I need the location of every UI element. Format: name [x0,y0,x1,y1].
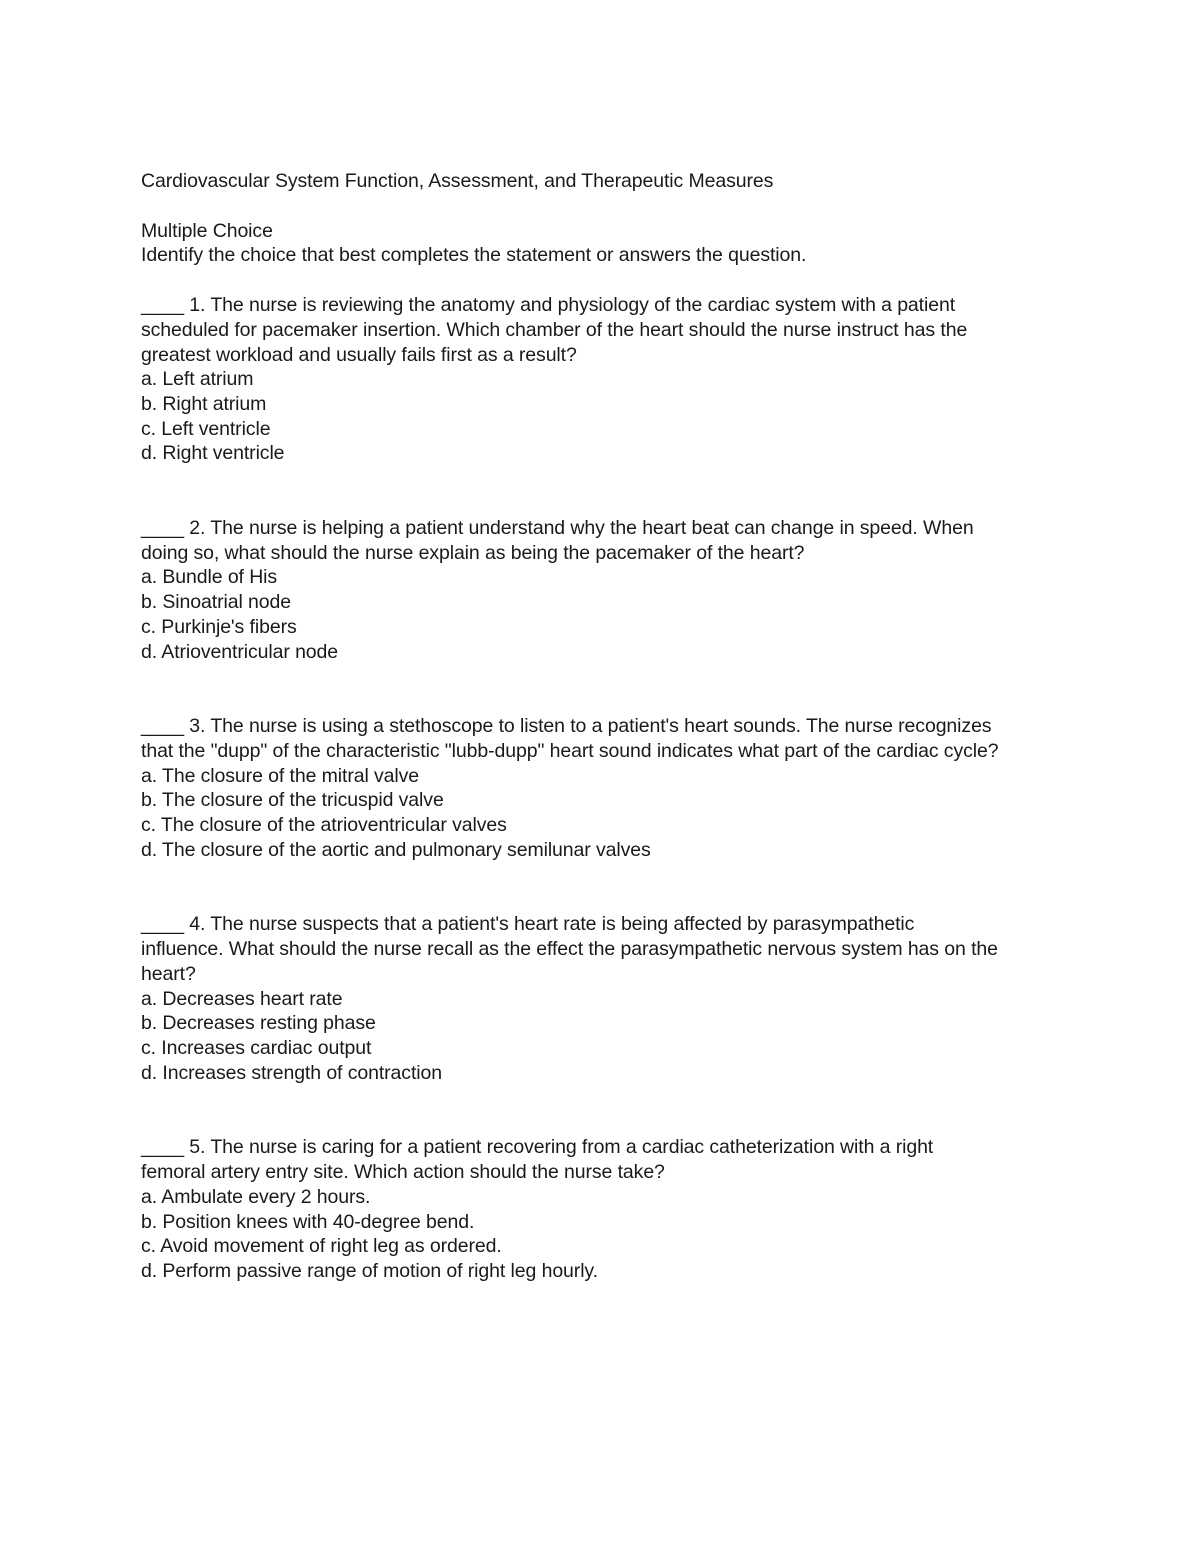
question-stem [141,912,1071,986]
question-stem-line: greatest workload and usually fails first as a result? [141,343,577,366]
instructions-text: Identify the choice that best completes the statement or answers the question. [141,244,807,267]
answer-choice-a: a. Decreases heart rate [141,987,343,1010]
question-stem-line: ____ 1. The nurse is reviewing the anatomy and physiology of the cardiac system with a patient [141,294,956,317]
question-stem-line: influence. What should the nurse recall as the effect the parasympathetic nervous system has on the [141,938,998,961]
answer-choice-c: c. Left ventricle [141,417,271,440]
question-stem-line: scheduled for pacemaker insertion. Which chamber of the heart should the nurse instruct has the [141,318,968,341]
answer-choice-a: a. Left atrium [141,368,254,391]
question-stem [141,1135,1071,1184]
answer-choice-c: c. The closure of the atrioventricular valves [141,814,507,837]
question-stem-line: heart? [141,962,196,985]
question-stem-line: doing so, what should the nurse explain as being the pacemaker of the heart? [141,541,805,564]
question-stem-line: that the "dupp" of the characteristic "lubb-dupp" heart sound indicates what part of the cardiac cycle? [141,739,999,762]
answer-choice-a: a. Ambulate every 2 hours. [141,1185,371,1208]
question-list [141,293,1071,1284]
answer-choices [141,987,1071,1086]
answer-choice-c: c. Avoid movement of right leg as ordered. [141,1235,502,1258]
answer-choice-b: b. Right atrium [141,392,267,415]
document-title: Cardiovascular System Function, Assessment, and Therapeutic Measures [141,170,774,192]
answer-choices [141,565,1071,664]
answer-choice-d: d. Right ventricle [141,442,285,465]
answer-choice-b: b. Sinoatrial node [141,591,291,614]
question-5 [141,1135,1071,1283]
answer-choice-a: a. The closure of the mitral valve [141,764,420,787]
question-stem-line: femoral artery entry site. Which action should the nurse take? [141,1161,665,1184]
answer-choice-c: c. Purkinje's fibers [141,615,297,638]
question-stem-line: ____ 5. The nurse is caring for a patient recovering from a cardiac catheterization with a right [141,1136,934,1159]
question-1 [141,293,1071,466]
answer-choices [141,1185,1071,1284]
question-4 [141,912,1071,1085]
answer-choice-a: a. Bundle of His [141,566,278,589]
answer-choice-b: b. Decreases resting phase [141,1012,376,1035]
answer-choice-d: d. Perform passive range of motion of right leg hourly. [141,1259,598,1282]
answer-choices [141,764,1071,863]
question-3 [141,714,1071,862]
document-content [141,169,1071,1284]
question-stem [141,714,1071,763]
answer-choice-d: d. Atrioventricular node [141,640,339,663]
question-stem-line: ____ 3. The nurse is using a stethoscope to listen to a patient's heart sounds. The nurse recognizes [141,715,992,738]
question-stem [141,516,1071,565]
question-stem [141,293,1071,367]
question-2 [141,516,1071,664]
answer-choice-d: d. The closure of the aortic and pulmonary semilunar valves [141,838,651,861]
answer-choice-d: d. Increases strength of contraction [141,1061,442,1084]
answer-choice-c: c. Increases cardiac output [141,1036,372,1059]
answer-choices [141,367,1071,466]
section-heading: Multiple Choice [141,219,273,242]
answer-choice-b: b. Position knees with 40-degree bend. [141,1210,475,1233]
answer-choice-b: b. The closure of the tricuspid valve [141,789,444,812]
question-stem-line: ____ 2. The nurse is helping a patient understand why the heart beat can change in speed. When [141,517,974,540]
question-stem-line: ____ 4. The nurse suspects that a patient's heart rate is being affected by parasympathetic [141,913,915,936]
